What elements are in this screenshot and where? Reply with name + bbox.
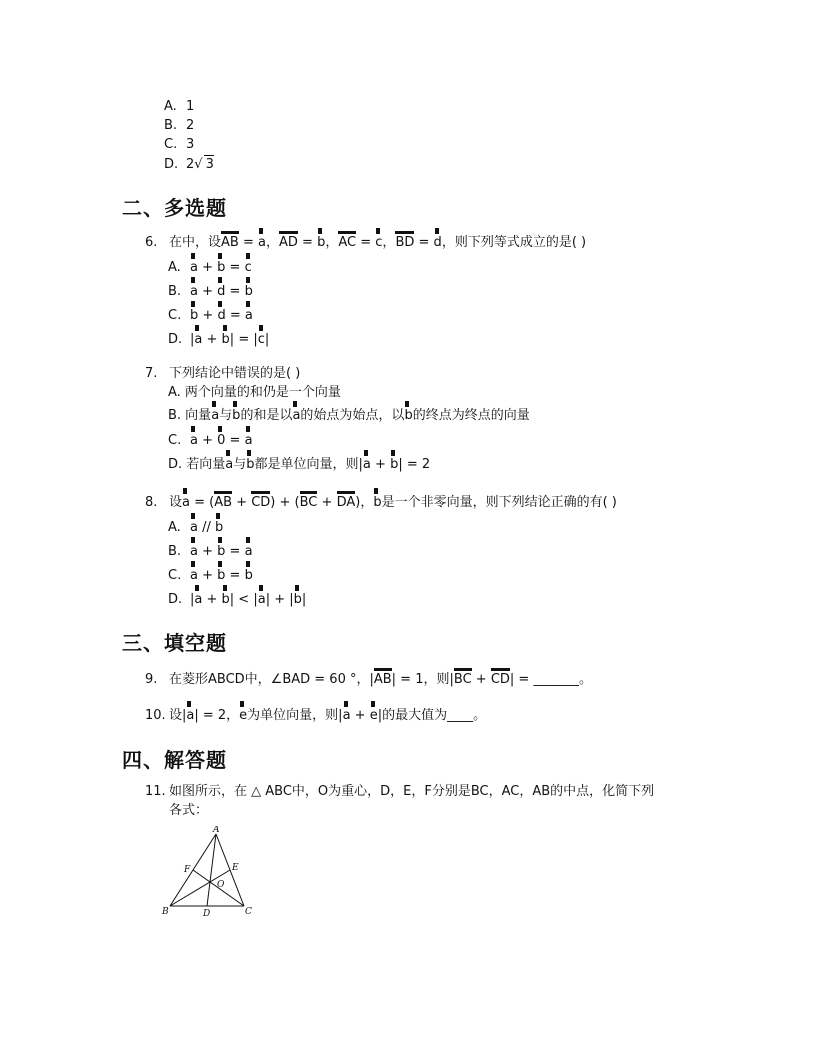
q7-stem (145, 365, 300, 383)
comma: ， (325, 235, 339, 250)
option-key: B. (168, 284, 182, 299)
vector-d: d (217, 284, 226, 299)
abs-bar: | (265, 592, 271, 607)
q8-stem (145, 494, 617, 512)
option-text: 都是单位向量，则| (254, 457, 363, 472)
comma: ， (382, 235, 396, 250)
vector-a: a (190, 433, 198, 448)
option-key: B. (168, 544, 182, 559)
equals: = (297, 235, 318, 250)
label-a: A (213, 826, 220, 835)
abs-bar: | (253, 332, 258, 347)
vector-c: c (244, 260, 252, 275)
plus: + (270, 592, 290, 607)
vector-b: b (246, 457, 255, 472)
less-than: | < | (229, 592, 258, 607)
vector-b: b (190, 308, 199, 323)
q8-option-b (168, 543, 253, 561)
plus: + (197, 568, 218, 583)
vector-a: a (190, 284, 198, 299)
q5-option-a (164, 98, 194, 116)
vector-a: a (190, 260, 198, 275)
vector-a: a (362, 457, 371, 472)
stem-text: | = _______。 (509, 672, 592, 687)
q11-stem-line2: 各式： (169, 803, 209, 818)
option-key: D. (168, 332, 183, 347)
plus: + (232, 495, 252, 510)
option-key: A. (168, 520, 181, 535)
vector-cd: CD (490, 672, 510, 687)
plus: + (317, 495, 337, 510)
equals: = (225, 284, 245, 299)
q11-stem-line1 (145, 783, 654, 801)
stem-text: | = 2， (194, 708, 240, 723)
vector-a: a (257, 592, 266, 607)
q7-option-c (168, 432, 253, 450)
option-text: 3 (186, 137, 195, 152)
vector-a: a (244, 433, 253, 448)
stem-text: 为单位向量，则| (247, 708, 343, 723)
vector-c: c (375, 235, 383, 250)
vector-a: a (342, 708, 351, 723)
vector-ab: AB (373, 672, 392, 687)
option-text: D. 若向量 (168, 457, 226, 472)
vector-bc: BC (299, 495, 318, 510)
equals: = (414, 235, 434, 250)
q10-stem (145, 707, 486, 725)
radicand: 3 (205, 157, 214, 172)
vector-d: d (433, 235, 442, 250)
paren: ) + ( (270, 495, 300, 510)
vector-b: b (221, 332, 230, 347)
option-text: 与 (219, 408, 233, 423)
label-d: D (203, 909, 211, 918)
option-key: C. (164, 137, 178, 152)
vector-a: a (244, 544, 253, 559)
abs-bar: | (289, 592, 294, 607)
option-key: C. (168, 568, 182, 583)
zero-vector: 0 (217, 433, 226, 448)
abs-bar: | (264, 332, 270, 347)
plus: + (350, 708, 370, 723)
plus: + (370, 457, 391, 472)
vector-cd: CD (251, 495, 271, 510)
option-key: A. (168, 260, 181, 275)
q6-stem (145, 234, 586, 252)
q5-option-d (164, 155, 214, 174)
vector-ad: AD (278, 235, 298, 250)
vector-bc: BC (453, 672, 472, 687)
abs-bar: | (229, 332, 235, 347)
vector-b: b (244, 568, 253, 583)
vector-a: a (190, 520, 198, 535)
vector-ac: AC (338, 235, 357, 250)
q6-option-d (168, 331, 269, 349)
vector-b: b (217, 260, 226, 275)
vector-b: b (390, 457, 399, 472)
equals: = ( (189, 495, 215, 510)
vector-e: e (239, 708, 248, 723)
stem-text: ，则下列等式成立的是( ) (441, 235, 587, 250)
q8-option-d (168, 591, 306, 609)
vector-b: b (404, 408, 413, 423)
q5-option-b (164, 117, 194, 135)
vector-ab: AB (214, 495, 233, 510)
vector-a: a (190, 544, 198, 559)
section-heading-fill-in: 三、填空题 (122, 631, 227, 655)
stem-text: 下列结论中错误的是( ) (169, 366, 301, 381)
q6-option-b (168, 283, 253, 301)
vector-a: a (182, 495, 190, 510)
plus: + (202, 332, 222, 347)
stem-text: 如图所示，在 △ ABC中，O为重心，D，E，F分别是BC，AC，AB的中点，化简下列 (169, 784, 655, 799)
abs-bar: | (190, 332, 195, 347)
option-key: D. (164, 157, 179, 172)
q6-option-a (168, 259, 252, 277)
vector-d: d (217, 308, 226, 323)
stem-text: 在中，设 (169, 235, 222, 250)
stem-text: 设 (169, 495, 183, 510)
option-text: B. 向量 (168, 408, 212, 423)
plus: + (197, 260, 218, 275)
vector-b: b (373, 495, 382, 510)
q6-option-c (168, 307, 253, 325)
vector-a: a (211, 408, 220, 423)
equals: = (225, 568, 245, 583)
stem-text: | = 1，则| (391, 672, 454, 687)
q9-stem (145, 671, 592, 689)
vector-b: b (293, 592, 302, 607)
option-text: 2 (186, 118, 195, 133)
comma: ， (265, 235, 279, 250)
option-text: 的和是以 (240, 408, 293, 423)
q7-option-b (168, 407, 530, 425)
label-c: C (245, 907, 252, 917)
q8-option-a (168, 519, 223, 537)
plus: + (202, 592, 222, 607)
option-key: B. (164, 118, 178, 133)
vector-da: DA (336, 495, 356, 510)
q7-option-a: A. 两个向量的和仍是一个向量 (168, 385, 341, 400)
paren: )， (355, 495, 374, 510)
stem-text: 在菱形ABCD中，∠BAD = 60 °，| (169, 672, 374, 687)
vector-b: b (217, 544, 226, 559)
plus: + (198, 308, 218, 323)
q8-option-c (168, 567, 253, 585)
vector-c: c (257, 332, 265, 347)
vector-a: a (292, 408, 301, 423)
vector-a: a (194, 592, 203, 607)
vector-e: e (369, 708, 378, 723)
vector-bd: BD (395, 235, 415, 250)
option-text: 2 (186, 157, 195, 172)
question-number: 6. (145, 235, 158, 250)
plus: + (197, 433, 218, 448)
option-text: 与 (233, 457, 247, 472)
plus: + (471, 672, 491, 687)
question-number: 9. (145, 672, 158, 687)
vector-a: a (186, 708, 195, 723)
equals: = (225, 308, 245, 323)
option-key: D. (168, 592, 183, 607)
option-text: | = 2 (398, 457, 431, 472)
vector-b: b (217, 568, 226, 583)
vector-a: a (225, 457, 234, 472)
equals: = (356, 235, 376, 250)
q5-option-c (164, 136, 194, 154)
option-text: 的始点为始点，以 (300, 408, 405, 423)
equals: = (225, 260, 245, 275)
stem-text: |的最大值为____。 (377, 708, 487, 723)
label-f: F (184, 865, 191, 875)
stem-text: 是一个非零向量，则下列结论正确的有( ) (381, 495, 617, 510)
plus: + (197, 284, 218, 299)
question-number: 10. (145, 708, 166, 723)
q7-option-d (168, 456, 430, 474)
triangle-figure (160, 826, 260, 918)
option-text: 的终点为终点的向量 (412, 408, 530, 423)
abs-bar: | (190, 592, 195, 607)
equals: = (225, 433, 245, 448)
label-o: O (217, 880, 225, 890)
vector-b: b (215, 520, 224, 535)
label-b: B (162, 907, 169, 917)
vector-a: a (258, 235, 266, 250)
section-heading-answer: 四、解答题 (122, 748, 227, 772)
vector-b: b (221, 592, 230, 607)
vector-a: a (244, 308, 253, 323)
option-key: A. (164, 99, 177, 114)
section-heading-multi-choice: 二、多选题 (122, 196, 227, 220)
abs-bar: | (301, 592, 307, 607)
question-number: 8. (145, 495, 158, 510)
plus: + (197, 544, 218, 559)
question-number: 11. (145, 784, 166, 799)
vector-a: a (194, 332, 203, 347)
vector-a: a (190, 568, 198, 583)
vector-b: b (317, 235, 326, 250)
median-ad (207, 834, 216, 906)
equals: = (234, 332, 254, 347)
sqrt-symbol: √ (194, 157, 203, 172)
stem-text: 设| (169, 708, 187, 723)
vector-ab: AB (221, 235, 239, 250)
option-text: 1 (186, 99, 195, 114)
question-number: 7. (145, 366, 158, 381)
label-e: E (232, 863, 239, 873)
equals: = (238, 235, 258, 250)
option-key: C. (168, 433, 182, 448)
equals: = (225, 544, 245, 559)
option-key: C. (168, 308, 182, 323)
vector-b: b (232, 408, 241, 423)
parallel: // (197, 520, 215, 535)
vector-b: b (244, 284, 253, 299)
